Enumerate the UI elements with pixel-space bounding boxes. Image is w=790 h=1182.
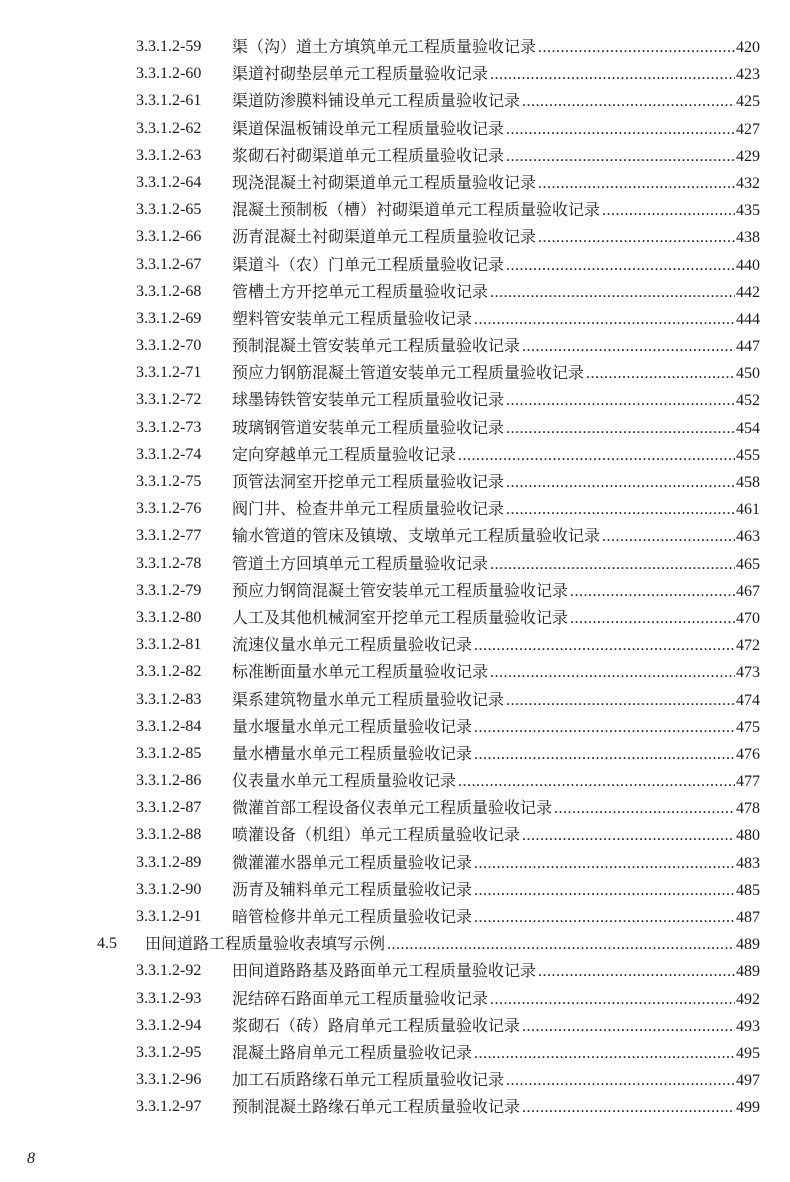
- entry-number: 3.3.1.2-64: [136, 173, 202, 191]
- toc-entry[interactable]: [0, 332, 790, 359]
- entry-title: 田间道路路基及路面单元工程质量验收记录: [232, 961, 537, 981]
- entry-page-number: 493: [736, 1017, 760, 1035]
- entry-leader-line: [232, 522, 760, 550]
- entry-number: 3.3.1.2-73: [136, 418, 202, 436]
- entry-number: 3.3.1.2-74: [136, 445, 202, 463]
- entry-page-number: 425: [736, 93, 760, 111]
- entry-title: 混凝土路肩单元工程质量验收记录: [232, 1042, 473, 1062]
- dot-leader: [490, 551, 735, 578]
- entry-number: 3.3.1.2-81: [136, 636, 202, 654]
- entry-page-number: 474: [736, 691, 760, 709]
- entry-number: 3.3.1.2-83: [136, 690, 202, 708]
- toc-entry[interactable]: [0, 631, 790, 658]
- entry-number: 3.3.1.2-69: [136, 309, 202, 327]
- entry-title: 喷灌设备（机组）单元工程质量验收记录: [232, 825, 521, 845]
- dot-leader: [458, 442, 735, 469]
- toc-entry[interactable]: [0, 278, 790, 305]
- entry-leader-line: [232, 658, 760, 686]
- dot-leader: [474, 306, 735, 333]
- entry-leader-line: [232, 957, 760, 985]
- entry-number: 3.3.1.2-72: [136, 391, 202, 409]
- entry-leader-line: [232, 794, 760, 822]
- toc-entry[interactable]: [0, 223, 790, 250]
- entry-number: 3.3.1.2-75: [136, 473, 202, 490]
- toc-entry[interactable]: [0, 60, 790, 87]
- entry-title: 微灌灌水器单元工程质量验收记录: [232, 852, 473, 872]
- entry-page-number: 438: [736, 229, 760, 247]
- table-of-contents: [0, 33, 790, 1121]
- entry-page-number: 473: [736, 664, 760, 682]
- dot-leader: [474, 850, 735, 877]
- toc-entry[interactable]: [0, 251, 790, 278]
- entry-number: 3.3.1.2-91: [136, 908, 202, 925]
- entry-title: 管道土方回填单元工程质量验收记录: [232, 553, 489, 573]
- entry-title: 预制混凝土管安装单元工程质量验收记录: [232, 336, 521, 356]
- entry-number: 3.3.1.2-87: [136, 799, 202, 817]
- entry-number: 3.3.1.2-68: [136, 282, 202, 300]
- toc-entry[interactable]: [0, 522, 790, 549]
- dot-leader: [490, 986, 735, 1013]
- toc-entry[interactable]: [0, 985, 790, 1012]
- entry-page-number: 440: [736, 256, 760, 274]
- entry-leader-line: [232, 740, 760, 768]
- entry-title: 流速仪量水单元工程质量验收记录: [232, 635, 473, 655]
- toc-entry[interactable]: [0, 1066, 790, 1093]
- dot-leader: [538, 170, 735, 197]
- entry-title: 人工及其他机械洞室开挖单元工程质量验收记录: [232, 607, 569, 627]
- entry-title: 泥结碎石路面单元工程质量验收记录: [232, 988, 489, 1008]
- entry-number: 3.3.1.2-86: [136, 772, 202, 790]
- entry-leader-line: [232, 60, 760, 88]
- entry-page-number: 489: [736, 963, 760, 981]
- entry-leader-line: [232, 305, 760, 333]
- entry-title: 阀门井、检查井单元工程质量验收记录: [232, 499, 505, 519]
- entry-title: 微灌首部工程设备仪表单元工程质量验收记录: [232, 798, 553, 818]
- entry-number: 3.3.1.2-84: [136, 717, 202, 735]
- entry-page-number: 499: [736, 1099, 760, 1117]
- toc-entry[interactable]: [0, 33, 790, 60]
- entry-leader-line: [232, 550, 760, 578]
- entry-number: 3.3.1.2-77: [136, 527, 202, 545]
- entry-page-number: 467: [736, 582, 760, 600]
- entry-number: 3.3.1.2-76: [136, 500, 202, 518]
- toc-entry[interactable]: [0, 1039, 790, 1066]
- entry-title: 暗管检修井单元工程质量验收记录: [232, 907, 473, 926]
- entry-page-number: 483: [736, 854, 760, 872]
- entry-page-number: 458: [736, 474, 760, 491]
- entry-leader-line: [232, 821, 760, 849]
- entry-leader-line: [232, 142, 760, 170]
- toc-section-heading[interactable]: [0, 930, 790, 957]
- entry-page-number: 447: [736, 338, 760, 356]
- dot-leader: [506, 687, 735, 714]
- entry-title: 现浇混凝土衬砌渠道单元工程质量验收记录: [232, 172, 537, 192]
- dot-leader: [474, 632, 735, 659]
- entry-number: 3.3.1.2-92: [136, 962, 202, 980]
- entry-page-number: 470: [736, 609, 760, 627]
- toc-entry[interactable]: [0, 386, 790, 413]
- entry-page-number: 455: [736, 446, 760, 464]
- dot-leader: [538, 34, 735, 61]
- toc-entry[interactable]: [0, 1012, 790, 1039]
- dot-leader: [570, 605, 735, 632]
- dot-leader: [522, 88, 735, 115]
- entry-leader-line: [232, 876, 760, 904]
- entry-number: 3.3.1.2-96: [136, 1071, 202, 1089]
- entry-page-number: 461: [736, 501, 760, 519]
- entry-leader-line: [232, 386, 760, 414]
- entry-page-number: 476: [736, 745, 760, 763]
- dot-leader: [506, 415, 735, 442]
- entry-title: 预应力钢筋混凝土管道安装单元工程质量验收记录: [232, 363, 585, 383]
- entry-page-number: 495: [736, 1044, 760, 1062]
- entry-page-number: 465: [736, 555, 760, 573]
- entry-page-number: 472: [736, 637, 760, 655]
- entry-title: 标准断面量水单元工程质量验收记录: [232, 662, 489, 682]
- page-number: 8: [27, 1150, 35, 1167]
- entry-number: 3.3.1.2-89: [136, 853, 202, 871]
- entry-number: 3.3.1.2-61: [136, 92, 202, 110]
- entry-page-number: 485: [736, 881, 760, 899]
- entry-page-number: 429: [736, 147, 760, 165]
- entry-page-number: 423: [736, 66, 760, 84]
- dot-leader: [387, 931, 735, 958]
- dot-leader: [538, 224, 735, 251]
- entry-title: 球墨铸铁管安装单元工程质量验收记录: [232, 390, 505, 410]
- entry-page-number: 492: [736, 990, 760, 1008]
- entry-title: 玻璃钢管道安装单元工程质量验收记录: [232, 417, 505, 437]
- entry-leader-line: [232, 1039, 760, 1067]
- entry-leader-line: [232, 495, 760, 523]
- entry-page-number: 475: [736, 718, 760, 736]
- entry-page-number: 454: [736, 419, 760, 437]
- entry-page-number: 463: [736, 528, 760, 546]
- dot-leader: [506, 496, 735, 523]
- toc-entry[interactable]: [0, 740, 790, 767]
- entry-title: 渠道防渗膜料铺设单元工程质量验收记录: [232, 91, 521, 111]
- entry-leader-line: [232, 441, 760, 469]
- entry-title: 加工石质路缘石单元工程质量验收记录: [232, 1070, 505, 1090]
- entry-leader-line: [232, 359, 760, 387]
- toc-entry[interactable]: [0, 414, 790, 441]
- toc-entry[interactable]: [0, 658, 790, 685]
- entry-page-number: 444: [736, 310, 760, 328]
- entry-page-number: 427: [736, 120, 760, 138]
- toc-entry[interactable]: [0, 142, 790, 169]
- entry-leader-line: [232, 1066, 760, 1094]
- entry-title: 量水堰量水单元工程质量验收记录: [232, 716, 473, 736]
- entry-leader-line: [232, 468, 760, 496]
- entry-page-number: 452: [736, 392, 760, 410]
- entry-title: 渠道保温板铺设单元工程质量验收记录: [232, 118, 505, 138]
- entry-page-number: 435: [736, 202, 760, 220]
- toc-entry[interactable]: [0, 169, 790, 196]
- toc-entry[interactable]: [0, 957, 790, 984]
- entry-leader-line: [232, 87, 760, 115]
- toc-entry[interactable]: [0, 713, 790, 740]
- entry-number: 3.3.1.2-71: [136, 364, 202, 382]
- dot-leader: [554, 795, 735, 822]
- entry-number: 3.3.1.2-79: [136, 581, 202, 599]
- entry-number: 3.3.1.2-60: [136, 65, 202, 83]
- entry-leader-line: [232, 223, 760, 251]
- entry-leader-line: [232, 903, 760, 931]
- toc-entry[interactable]: [0, 359, 790, 386]
- entry-leader-line: [232, 686, 760, 714]
- entry-number: 3.3.1.2-97: [136, 1098, 202, 1116]
- entry-number: 4.5: [97, 935, 117, 953]
- toc-entry[interactable]: [0, 604, 790, 631]
- entry-leader-line: [232, 251, 760, 279]
- entry-number: 3.3.1.2-66: [136, 228, 202, 246]
- entry-page-number: 478: [736, 800, 760, 818]
- dot-leader: [570, 578, 735, 605]
- entry-title: 混凝土预制板（槽）衬砌渠道单元工程质量验收记录: [232, 200, 601, 220]
- entry-title: 仪表量水单元工程质量验收记录: [232, 771, 457, 791]
- entry-leader-line: [232, 196, 760, 224]
- dot-leader: [490, 279, 735, 306]
- entry-title: 管槽土方开挖单元工程质量验收记录: [232, 281, 489, 301]
- dot-leader: [538, 958, 735, 985]
- toc-entry[interactable]: [0, 468, 790, 495]
- entry-page-number: 489: [736, 936, 760, 954]
- entry-page-number: 487: [736, 909, 760, 926]
- dot-leader: [490, 659, 735, 686]
- dot-leader: [506, 143, 735, 170]
- entry-title: 输水管道的管床及镇墩、支墩单元工程质量验收记录: [232, 526, 601, 546]
- entry-page-number: 442: [736, 283, 760, 301]
- entry-leader-line: [232, 849, 760, 877]
- entry-number: 3.3.1.2-82: [136, 663, 202, 681]
- entry-leader-line: [232, 985, 760, 1013]
- entry-title: 浆砌石衬砌渠道单元工程质量验收记录: [232, 145, 505, 165]
- entry-title: 浆砌石（砖）路肩单元工程质量验收记录: [232, 1015, 521, 1035]
- entry-number: 3.3.1.2-94: [136, 1016, 202, 1034]
- dot-leader: [506, 469, 735, 496]
- dot-leader: [458, 768, 735, 795]
- entry-leader-line: [232, 1093, 760, 1121]
- toc-entry[interactable]: [0, 686, 790, 713]
- toc-entry[interactable]: [0, 495, 790, 522]
- entry-leader-line: [232, 278, 760, 306]
- entry-title: 田间道路工程质量验收表填写示例: [145, 934, 386, 954]
- entry-leader-line: [232, 332, 760, 360]
- dot-leader: [522, 822, 735, 849]
- entry-leader-line: [232, 631, 760, 659]
- entry-page-number: 432: [736, 174, 760, 192]
- entry-leader-line: [232, 1012, 760, 1040]
- entry-number: 3.3.1.2-85: [136, 744, 202, 762]
- dot-leader: [522, 1013, 735, 1040]
- entry-title: 预应力钢筒混凝土管安装单元工程质量验收记录: [232, 580, 569, 600]
- entry-leader-line: [145, 930, 760, 958]
- entry-leader-line: [232, 115, 760, 143]
- dot-leader: [586, 360, 735, 387]
- entry-title: 沥青混凝土衬砌渠道单元工程质量验收记录: [232, 227, 537, 247]
- toc-entry[interactable]: [0, 196, 790, 223]
- entry-title: 量水槽量水单元工程质量验收记录: [232, 743, 473, 763]
- entry-number: 3.3.1.2-62: [136, 119, 202, 137]
- entry-number: 3.3.1.2-88: [136, 826, 202, 844]
- toc-entry[interactable]: [0, 849, 790, 876]
- dot-leader: [602, 523, 735, 550]
- entry-number: 3.3.1.2-90: [136, 880, 202, 898]
- dot-leader: [506, 116, 735, 143]
- entry-number: 3.3.1.2-63: [136, 146, 202, 164]
- entry-leader-line: [232, 577, 760, 605]
- entry-page-number: 497: [736, 1072, 760, 1090]
- dot-leader: [522, 1094, 735, 1121]
- dot-leader: [522, 333, 735, 360]
- entry-number: 3.3.1.2-78: [136, 554, 202, 572]
- toc-entry[interactable]: [0, 821, 790, 848]
- entry-leader-line: [232, 414, 760, 442]
- entry-number: 3.3.1.2-95: [136, 1043, 202, 1061]
- toc-entry[interactable]: [0, 550, 790, 577]
- toc-entry[interactable]: [0, 115, 790, 142]
- toc-entry[interactable]: [0, 903, 790, 930]
- entry-number: 3.3.1.2-80: [136, 608, 202, 626]
- dot-leader: [506, 1067, 735, 1094]
- dot-leader: [474, 904, 735, 931]
- toc-entry[interactable]: [0, 87, 790, 114]
- entry-number: 3.3.1.2-70: [136, 337, 202, 355]
- entry-page-number: 420: [736, 39, 760, 56]
- dot-leader: [474, 741, 735, 768]
- dot-leader: [474, 714, 735, 741]
- dot-leader: [506, 387, 735, 414]
- entry-leader-line: [232, 604, 760, 632]
- entry-title: 渠系建筑物量水单元工程质量验收记录: [232, 689, 505, 709]
- dot-leader: [474, 1040, 735, 1067]
- entry-page-number: 450: [736, 365, 760, 383]
- toc-entry[interactable]: [0, 794, 790, 821]
- dot-leader: [602, 197, 735, 224]
- toc-entry[interactable]: [0, 305, 790, 332]
- toc-entry[interactable]: [0, 441, 790, 468]
- entry-title: 定向穿越单元工程质量验收记录: [232, 444, 457, 464]
- entry-page-number: 477: [736, 773, 760, 791]
- toc-entry[interactable]: [0, 1093, 790, 1120]
- toc-entry[interactable]: [0, 876, 790, 903]
- dot-leader: [490, 61, 735, 88]
- entry-number: 3.3.1.2-59: [136, 38, 202, 55]
- entry-leader-line: [232, 713, 760, 741]
- entry-number: 3.3.1.2-65: [136, 201, 202, 219]
- entry-leader-line: [232, 33, 760, 61]
- entry-title: 顶管法洞室开挖单元工程质量验收记录: [232, 472, 505, 491]
- entry-page-number: 480: [736, 827, 760, 845]
- entry-title: 预制混凝土路缘石单元工程质量验收记录: [232, 1097, 521, 1117]
- dot-leader: [474, 877, 735, 904]
- entry-title: 塑料管安装单元工程质量验收记录: [232, 308, 473, 328]
- dot-leader: [506, 252, 735, 279]
- entry-title: 沥青及辅料单元工程质量验收记录: [232, 879, 473, 899]
- toc-entry[interactable]: [0, 577, 790, 604]
- entry-title: 渠（沟）道土方填筑单元工程质量验收记录: [232, 37, 537, 56]
- toc-entry[interactable]: [0, 767, 790, 794]
- entry-leader-line: [232, 767, 760, 795]
- entry-title: 渠道衬砌垫层单元工程质量验收记录: [232, 64, 489, 84]
- entry-leader-line: [232, 169, 760, 197]
- entry-number: 3.3.1.2-67: [136, 255, 202, 273]
- entry-title: 渠道斗（农）门单元工程质量验收记录: [232, 254, 505, 274]
- entry-number: 3.3.1.2-93: [136, 989, 202, 1007]
